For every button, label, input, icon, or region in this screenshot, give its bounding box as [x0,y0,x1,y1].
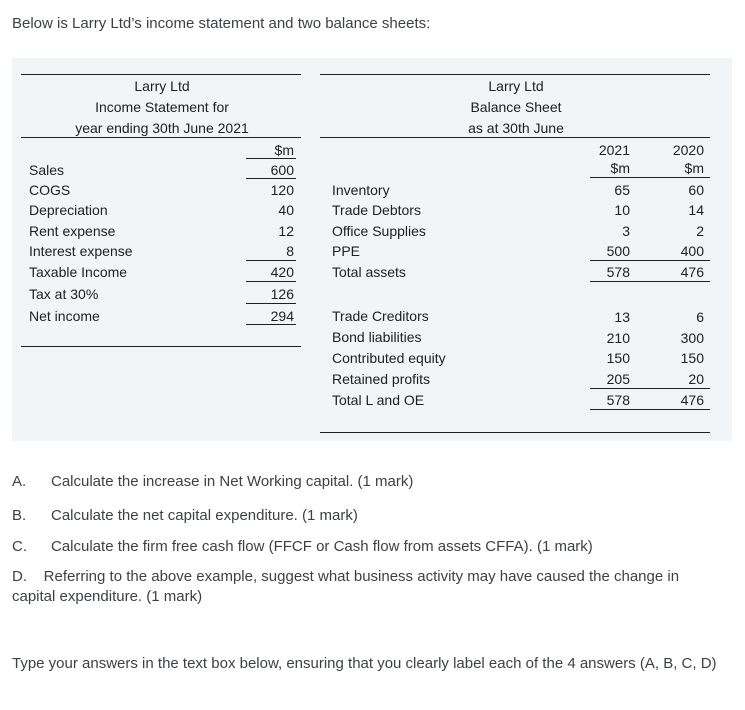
income-title-period: year ending 30th June 2021 [75,120,249,136]
balance-2021-value: 10 [614,202,630,218]
balance-row-label: Contributed equity [332,350,446,366]
balance-2021-value: 150 [606,350,630,366]
balance-row-label: Total L and OE [332,392,425,408]
income-row-label: Depreciation [29,202,108,218]
balance-bottom-rule [320,432,710,433]
question-text: Calculate the net capital expenditure. (1 mark) [51,507,358,524]
balance-2020-value: 300 [680,330,704,346]
income-row-value: 12 [278,223,294,239]
intro-text: Below is Larry Ltd’s income statement and two balance sheets: [12,15,431,32]
income-rule [246,281,296,282]
income-rule [246,260,296,261]
income-statement [12,58,312,441]
balance-2021-value: 578 [606,264,630,280]
balance-2021-value: 13 [614,309,630,325]
balance-2020-value: 20 [688,371,704,387]
balance-row-label: PPE [332,243,361,259]
balance-rule [590,388,710,389]
balance-title-statement: Balance Sheet [470,99,562,115]
income-row-label: Interest expense [29,243,133,259]
balance-header-rule [320,137,710,138]
income-row-value: 420 [270,264,294,280]
income-rule [246,178,296,179]
balance-2020-value: 150 [680,350,704,366]
income-row-label: COGS [29,182,71,198]
income-row-label: Net income [29,308,100,324]
balance-2020-value: 400 [680,243,704,259]
income-rule [246,303,296,304]
balance-year-2020: 2020 [672,142,704,158]
balance-rule [590,281,710,282]
balance-row-label: Trade Debtors [332,202,421,218]
balance-unit-rule [590,177,710,178]
income-row-value: 40 [278,202,294,218]
balance-2020-value: 476 [680,264,704,280]
question-letter: A. [12,473,27,490]
income-title-statement: Income Statement for [95,99,229,115]
income-row-value: 600 [270,162,294,178]
income-rule [246,324,296,325]
income-row-label: Sales [29,162,65,178]
question-letter: B. [12,507,27,524]
balance-2020-value: 476 [680,392,704,408]
income-unit-rule [246,158,296,159]
balance-2021-value: 65 [614,182,630,198]
balance-2021-value: 205 [606,371,630,387]
question-d [12,567,717,607]
balance-row-label: Office Supplies [332,223,426,239]
balance-sheet [320,58,732,441]
balance-unit-2021: $m [610,160,630,176]
balance-2021-value: 3 [622,223,630,239]
balance-2020-value: 2 [696,223,704,239]
balance-2021-value: 500 [606,243,630,259]
balance-row-label: Total assets [332,264,406,280]
balance-rule [590,260,710,261]
balance-row-label: Inventory [332,182,390,198]
balance-2020-value: 6 [696,309,704,325]
question-text: Calculate the firm free cash flow (FFCF or Cash flow from assets CFFA). (1 mark) [51,538,593,555]
income-row-label: Tax at 30% [29,286,99,302]
income-row-value: 294 [270,308,294,324]
question-letter: C. [12,538,27,555]
balance-top-rule [320,74,710,75]
balance-2021-value: 578 [606,392,630,408]
income-bottom-rule [21,346,301,347]
balance-2021-value: 210 [606,330,630,346]
question-text: Referring to the above example, suggest what business activity may have caused the change in capital expenditure. (1 mark) [12,568,680,605]
balance-unit-2020: $m [684,160,704,176]
income-row-value: 120 [270,182,294,198]
balance-year-2021: 2021 [598,142,630,158]
income-unit: $m [274,142,294,158]
income-row-value: 8 [286,243,294,259]
balance-2020-value: 14 [688,202,704,218]
income-title-company: Larry Ltd [134,78,190,94]
balance-row-label: Retained profits [332,371,431,387]
balance-title-company: Larry Ltd [488,78,544,94]
balance-rule [590,409,710,410]
balance-row-label: Trade Creditors [332,308,429,324]
income-row-label: Rent expense [29,223,116,239]
income-header-rule [21,137,301,138]
financial-statements-panel [12,58,732,441]
answer-instructions: Type your answers in the text box below, ensuring that you clearly label each of the 4 answers (A, B, C, D) [12,655,717,672]
balance-row-label: Bond liabilities [332,329,422,345]
income-top-rule [21,74,301,75]
question-letter: D. [12,568,27,585]
question-text: Calculate the increase in Net Working capital. (1 mark) [51,473,414,490]
balance-2020-value: 60 [688,182,704,198]
income-row-label: Taxable Income [29,264,128,280]
balance-title-date: as at 30th June [468,120,564,136]
income-row-value: 126 [270,286,294,302]
